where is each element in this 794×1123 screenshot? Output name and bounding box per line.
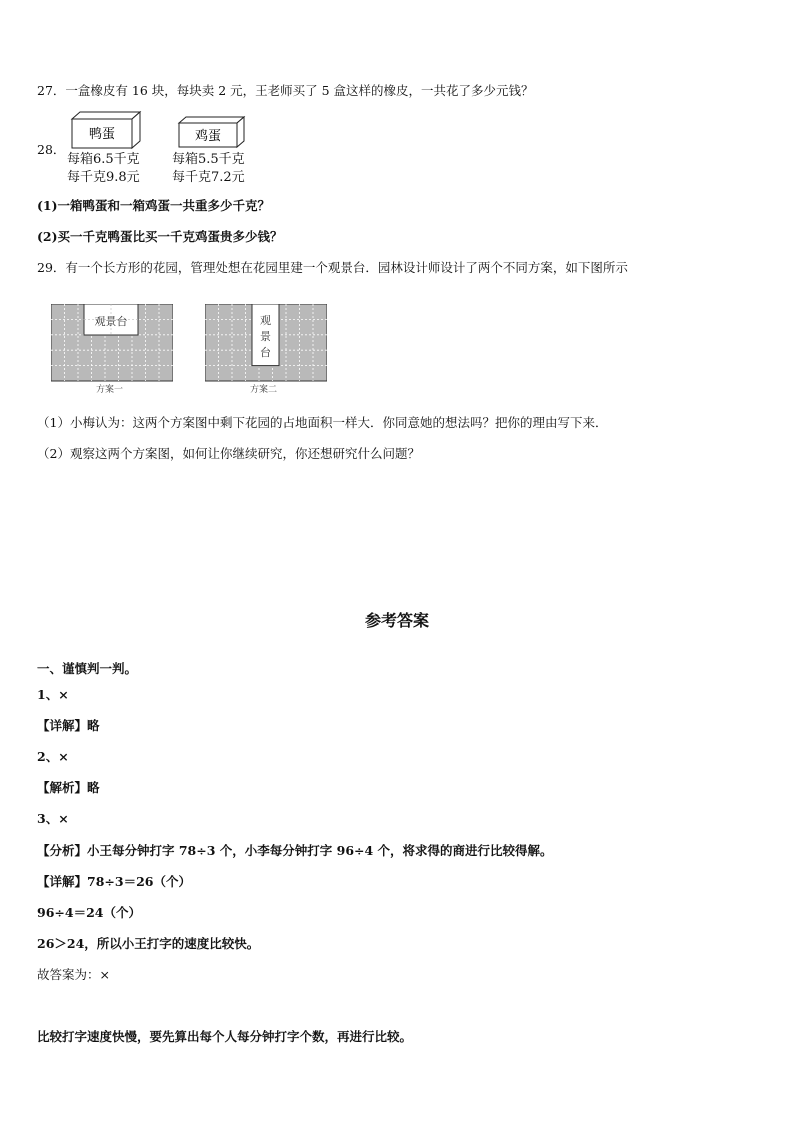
plan-two-label-char-2: 景: [260, 330, 271, 343]
plan-one-label: 观景台: [94, 315, 128, 328]
chicken-egg-box: [176, 115, 248, 149]
duck-egg-box: [68, 110, 144, 150]
answer-line: 3、×: [37, 811, 69, 826]
answers-section-1: 一、谨慎判一判。: [37, 661, 138, 676]
plan-two-caption: 方案二: [250, 385, 278, 395]
answer-line: 96÷4＝24（个）: [37, 905, 141, 920]
duck-weight: 每箱6.5千克: [67, 152, 140, 167]
answer-line: 故答案为：×: [37, 967, 110, 982]
plan-two-label-char-3: 台: [260, 346, 271, 359]
question-28-sub2: (2)买一千克鸭蛋比买一千克鸡蛋贵多少钱？: [37, 229, 283, 244]
answer-line: 【分析】小王每分钟打字 78÷3 个，小李每分钟打字 96÷4 个，将求得的商进行比较得解。: [37, 843, 553, 858]
duck-egg-label: 鸭蛋: [88, 127, 116, 142]
chicken-price: 每千克7.2元: [172, 170, 245, 185]
plan-one-diagram: [51, 304, 173, 382]
question-29: 29．有一个长方形的花园，管理处想在花园里建一个观景台．园林设计师设计了两个不同方案，如下图所示: [37, 260, 628, 275]
plan-one-caption: 方案一: [96, 385, 124, 395]
question-28-sub1: (1)一箱鸭蛋和一箱鸡蛋一共重多少千克？: [37, 198, 271, 213]
answers-title: 参考答案: [364, 611, 429, 630]
answer-line: 【解析】略: [37, 780, 100, 795]
duck-price: 每千克9.8元: [67, 170, 140, 185]
answer-line: 【详解】略: [37, 718, 100, 733]
answer-line: 【详解】78÷3＝26（个）: [37, 874, 191, 889]
chicken-egg-label: 鸡蛋: [194, 129, 222, 144]
plan-two-label-char-1: 观: [260, 314, 271, 327]
question-28-number: 28．: [37, 142, 66, 157]
question-29-sub2: （2）观察这两个方案图，如何让你继续研究，你还想研究什么问题？: [37, 446, 420, 461]
answer-line: 1、×: [37, 687, 69, 702]
plan-two-diagram: [205, 304, 327, 382]
chicken-weight: 每箱5.5千克: [172, 152, 245, 167]
answer-line: 2、×: [37, 749, 69, 764]
answer-line: 26＞24，所以小王打字的速度比较快。: [37, 936, 260, 951]
question-27: 27．一盒橡皮有 16 块，每块卖 2 元，王老师买了 5 盒这样的橡皮，一共花了多少元钱？: [37, 83, 534, 98]
question-29-sub1: （1）小梅认为：这两个方案图中剩下花园的占地面积一样大．你同意她的想法吗？把你的理由写下来．: [37, 415, 608, 430]
answer-line: 比较打字速度快慢，要先算出每个人每分钟打字个数，再进行比较。: [37, 1029, 413, 1044]
